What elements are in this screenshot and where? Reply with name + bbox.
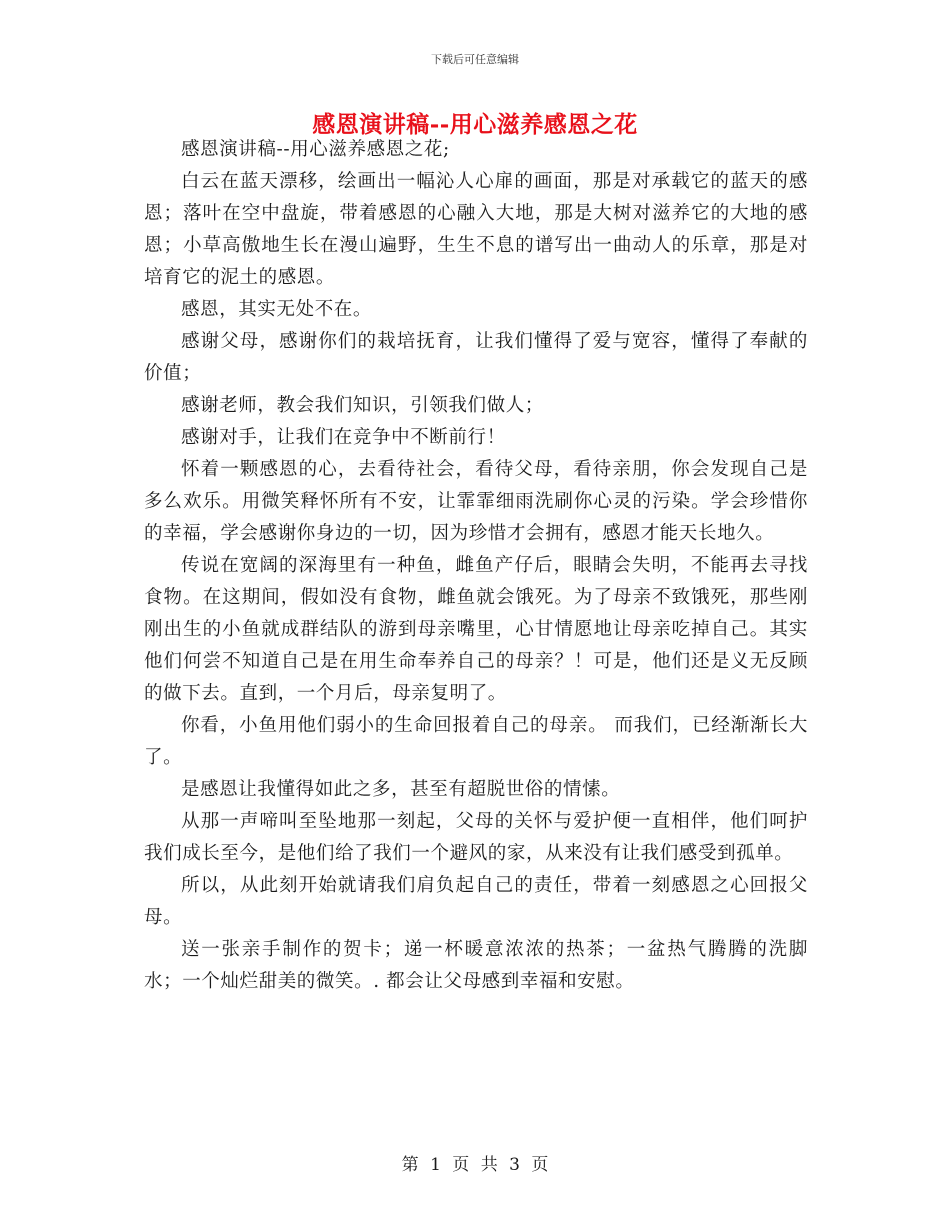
paragraph: 从那一声啼叫至坠地那一刻起，父母的关怀与爱护便一直相伴，他们呵护我们成长至今，是他们给了我们一个避风的家，从来没有让我们感受到孤单。 bbox=[144, 811, 808, 864]
document-title: 感恩演讲稿--用心滋养感恩之花 bbox=[312, 111, 638, 138]
document-body bbox=[144, 134, 808, 998]
paragraph: 送一张亲手制作的贺卡；递一杯暖意浓浓的热茶；一盆热气腾腾的洗脚水；一个灿烂甜美的微笑。. 都会让父母感到幸福和安慰。 bbox=[144, 939, 808, 992]
paragraph: 传说在宽阔的深海里有一种鱼，雌鱼产仔后，眼睛会失明，不能再去寻找食物。在这期间，假如没有食物，雌鱼就会饿死。为了母亲不致饿死，那些刚刚出生的小鱼就成群结队的游到母亲嘴里，心甘情愿地让母亲吃掉自己。其实他们何尝不知道自己是在用生命奉养自己的母亲？！可是，他们还是义无反顾的做下去。直到，一个月后，母亲复明了。 bbox=[144, 555, 808, 704]
paragraph: 感谢对手，让我们在竞争中不断前行！ bbox=[181, 427, 506, 448]
page-header-note: 下载后可任意编辑 bbox=[431, 53, 519, 66]
paragraph: 感恩，其实无处不在。 bbox=[181, 299, 373, 320]
footer-total-pages: 3 bbox=[509, 1155, 520, 1175]
paragraph: 感谢老师，教会我们知识，引领我们做人； bbox=[181, 395, 544, 416]
footer-page-number: 1 bbox=[430, 1155, 441, 1175]
footer-total-word: 共 bbox=[480, 1155, 498, 1175]
paragraph: 感谢父母，感谢你们的栽培抚育，让我们懂得了爱与宽容，懂得了奉献的价值； bbox=[144, 331, 808, 384]
paragraph: 感恩演讲稿--用心滋养感恩之花; bbox=[181, 139, 450, 160]
paragraph: 白云在蓝天漂移，绘画出一幅沁人心扉的画面，那是对承载它的蓝天的感恩；落叶在空中盘旋，带着感恩的心融入大地，那是大树对滋养它的大地的感恩；小草高傲地生长在漫山遍野，生生不息的谱写出一曲动人的乐章，那是对培育它的泥土的感恩。 bbox=[144, 171, 808, 288]
footer-page-unit: 页 bbox=[452, 1155, 470, 1175]
footer-page-word: 第 bbox=[401, 1155, 419, 1175]
page-footer bbox=[0, 1154, 950, 1176]
paragraph: 怀着一颗感恩的心，去看待社会，看待父母，看待亲朋，你会发现自己是多么欢乐。用微笑释怀所有不安，让霏霏细雨洗刷你心灵的污染。学会珍惜你的幸福，学会感谢你身边的一切，因为珍惜才会拥有，感恩才能天长地久。 bbox=[144, 459, 808, 544]
paragraph: 是感恩让我懂得如此之多，甚至有超脱世俗的情愫。 bbox=[181, 779, 621, 800]
footer-total-unit: 页 bbox=[531, 1155, 549, 1175]
paragraph: 你看，小鱼用他们弱小的生命回报着自己的母亲。 而我们，已经渐渐长大了。 bbox=[144, 715, 808, 768]
paragraph: 所以，从此刻开始就请我们肩负起自己的责任，带着一刻感恩之心回报父母。 bbox=[144, 875, 808, 928]
